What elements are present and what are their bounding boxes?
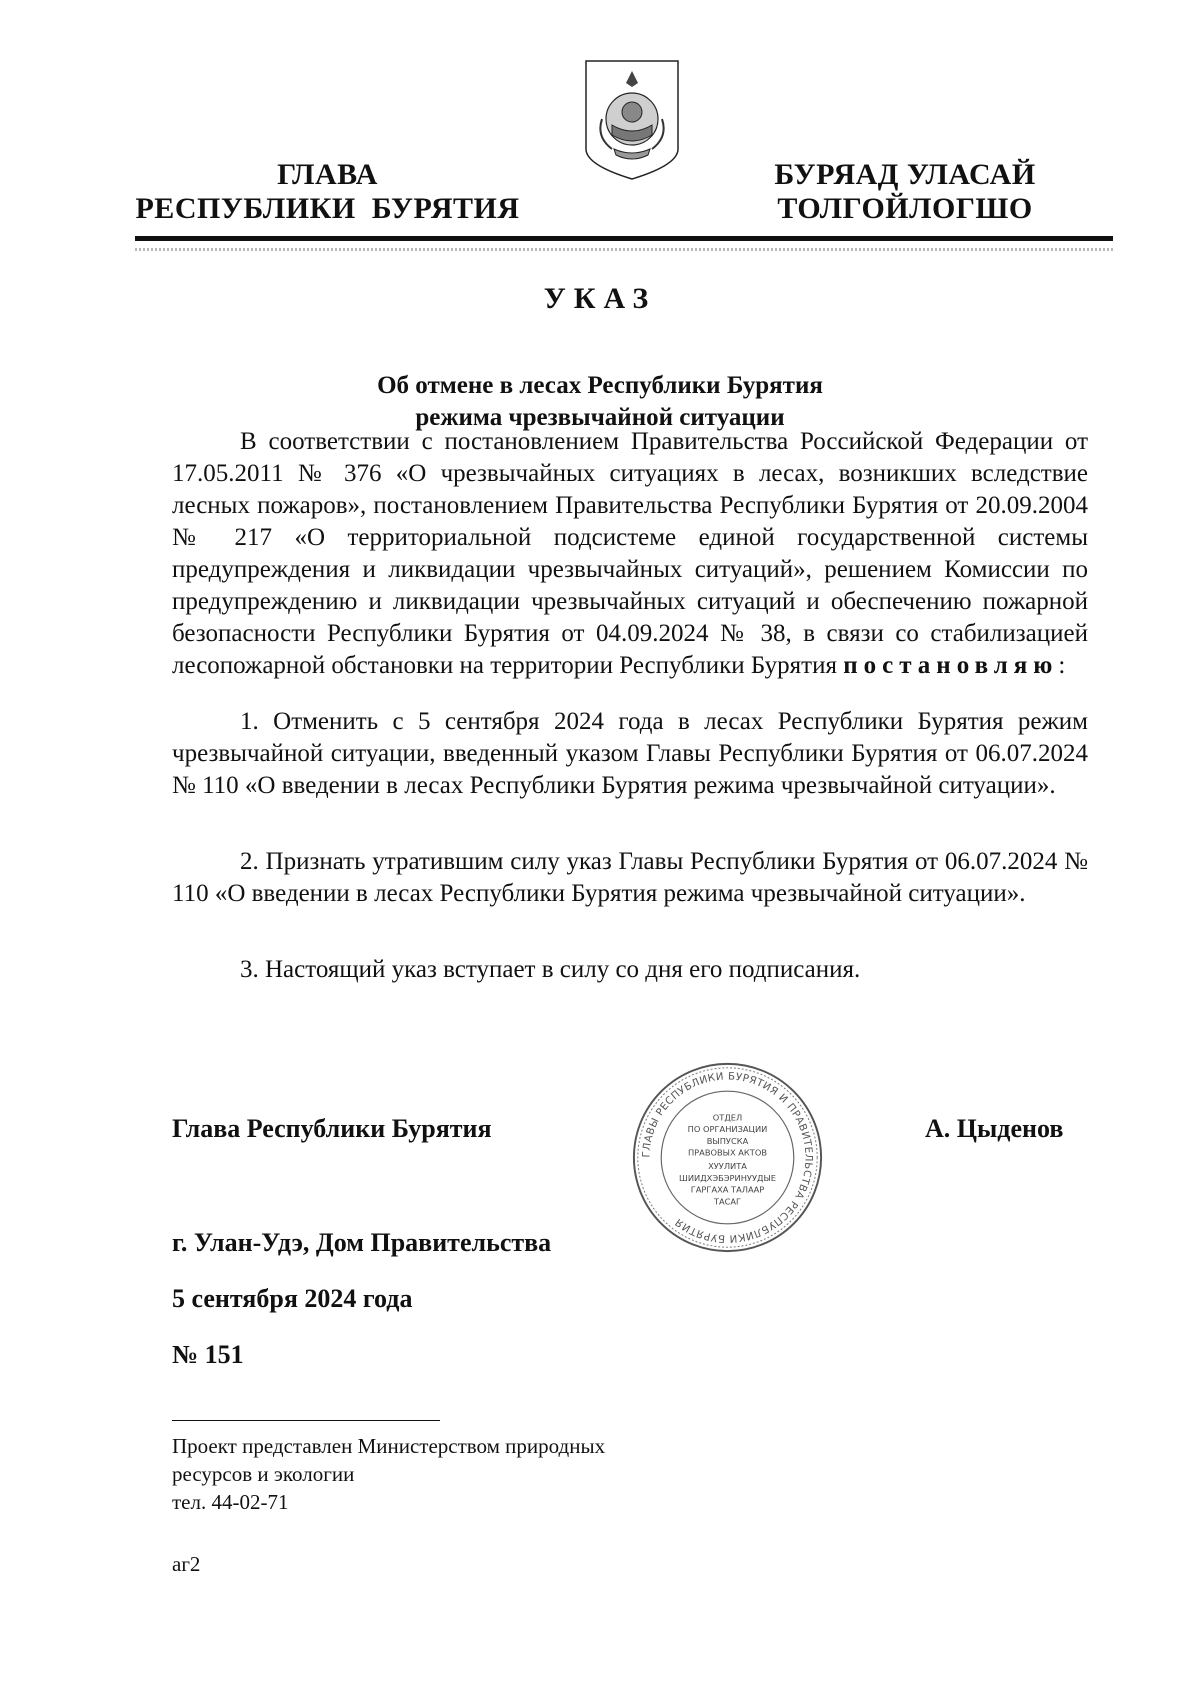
seal-center-line: ВЫПУСКА	[706, 1135, 749, 1146]
header-right-line2: ТОЛГОЙЛОГШО	[777, 192, 1033, 225]
seal-center-line: ХУУЛИТА	[708, 1161, 747, 1172]
decree-item-2: 2. Признать утратившим силу указ Главы Республики Бурятия от 06.07.2024 № 110 «О введении в лесах Республики Бурятия режима чрезвычайной ситуации».	[172, 848, 1088, 907]
footnote-phone: тел. 44-02-71	[172, 1490, 289, 1514]
document-title-line2: режима чрезвычайной ситуации	[415, 404, 785, 431]
document-type: УКАЗ	[543, 282, 657, 315]
header-right-line1: БУРЯАД УЛАСАЙ	[774, 158, 1036, 191]
footnote-rule	[172, 1420, 440, 1421]
official-seal-icon	[630, 1060, 825, 1255]
footnote-line2: ресурсов и экологии	[172, 1462, 355, 1486]
footnote-code: аг2	[172, 1552, 201, 1576]
issue-place: г. Улан-Удэ, Дом Правительства	[172, 1228, 552, 1257]
header-left-line1: ГЛАВА	[277, 158, 378, 191]
seal-center-line: ПО ОРГАНИЗАЦИИ	[687, 1124, 768, 1135]
footnote-line1: Проект представлен Министерством природных	[172, 1434, 606, 1458]
signatory-name: А. Цыденов	[925, 1114, 1064, 1143]
seal-center-line: ТАСАГ	[713, 1196, 742, 1207]
decree-colon: :	[1058, 652, 1066, 679]
preamble-text: В соответствии с постановлением Правительства Российской Федерации от 17.05.2011 № 376 «О чрезвычайных ситуациях в лесах, возникших вследствие лесных пожаров», постановлением Правительства Республики Бурятия от 20.09.2004 № 217 «О территориальной подсистеме единой государственной системы предупреждения и ликвидации чрезвычайных ситуаций», решением Комиссии по предупреждению и ликвидации чрезвычайных ситуаций и обеспечению пожарной безопасности Республики Бурятия от 04.09.2024 № 38, в связи со стабилизацией лесопожарной обстановки на территории Республики Бурятия	[172, 428, 1088, 679]
seal-ring-text: ГЛАВЫ РЕСПУБЛИКИ БУРЯТИЯ И ПРАВИТЕЛЬСТВА РЕСПУБЛИКИ БУРЯТИЯ	[641, 1071, 814, 1244]
signatory-position: Глава Республики Бурятия	[172, 1114, 492, 1143]
preamble-paragraph	[172, 426, 1088, 682]
decree-number: № 151	[172, 1340, 244, 1369]
decree-item-1: 1. Отменить с 5 сентября 2024 года в лесах Республики Бурятия режим чрезвычайной ситуации, введенный указом Главы Республики Бурятия от 06.07.2024 № 110 «О введении в лесах Республики Бурятия режима чрезвычайной ситуации».	[172, 708, 1088, 799]
coat-of-arms-icon	[582, 57, 682, 183]
document-title-line1: Об отмене в лесах Республики Бурятия	[377, 372, 823, 399]
seal-center-line: ПРАВОВЫХ АКТОВ	[687, 1147, 768, 1158]
header-right-title	[740, 158, 1070, 226]
document-title	[0, 370, 1200, 434]
decree-item-3: 3. Настоящий указ вступает в силу со дня его подписания.	[240, 956, 861, 983]
decree-word: постановляю	[843, 652, 1059, 679]
header-dotted-rule	[135, 248, 1113, 251]
seal-center-line: ГАРГАХА ТАЛААР	[690, 1184, 765, 1195]
seal-center-line: ШИИДХЭБЭРИНУУДЫЕ	[679, 1172, 776, 1183]
header-rule	[135, 236, 1113, 241]
footnote	[172, 1432, 772, 1516]
issue-date: 5 сентября 2024 года	[172, 1284, 413, 1313]
header-left-line2: РЕСПУБЛИКИ БУРЯТИЯ	[135, 192, 520, 225]
header-left-title	[130, 158, 525, 226]
seal-center-line: ОТДЕЛ	[712, 1112, 743, 1123]
